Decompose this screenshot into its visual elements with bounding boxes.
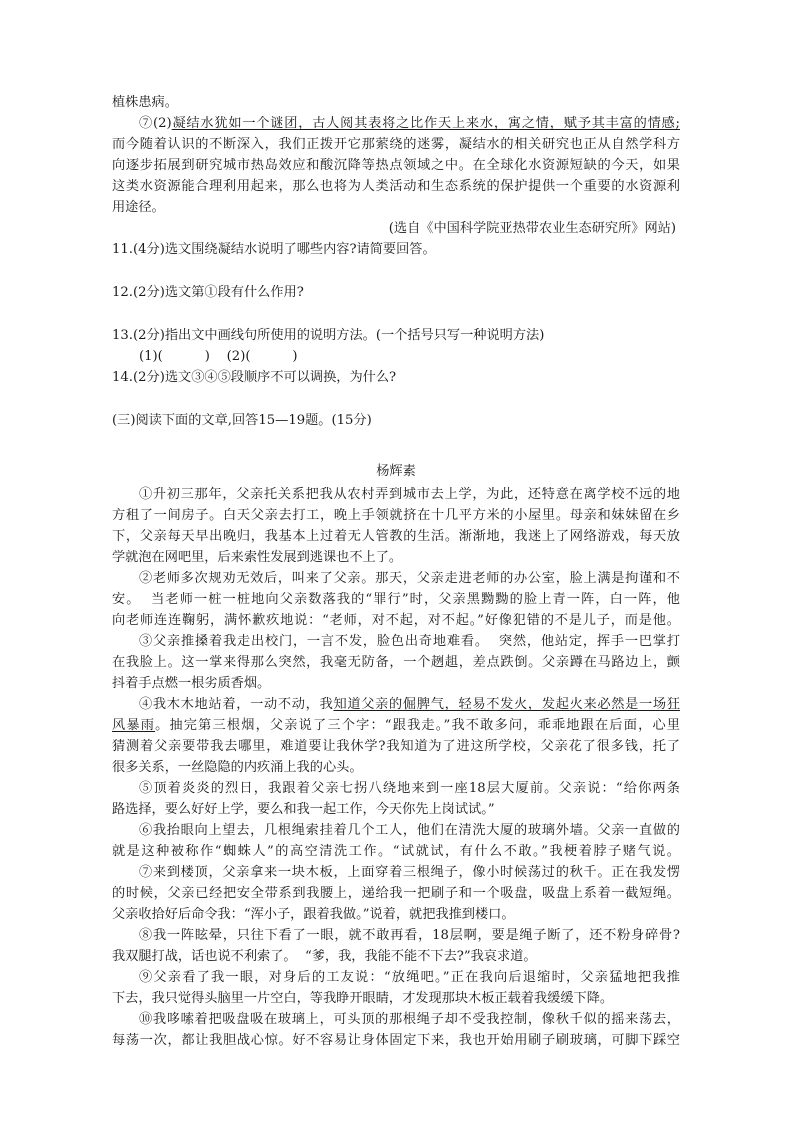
article-line: ⑨父亲看了我一眼，对身后的工友说：“放绳吧。”正在我向后退缩时，父亲猛地把我推 [139,970,680,985]
article-line: ⑦来到楼顶，父亲拿来一块木板，上面穿着三根绳子，像小时候荡过的秋千。正在我发愣 [139,865,680,880]
passage-line: 用途径。 [112,200,165,215]
underlined-sentence: 风暴雨 [112,718,156,733]
question-12: 12.(2分)选文第①段有什么作用? [112,285,304,300]
text-run: ④我木木地站着，一动不动，我 [139,697,334,712]
article-line: ③父亲推搡着我走出校门，一言不发，脸色出奇地难看。 突然，他站定，挥手一巴掌打 [139,634,680,649]
underlined-sentence: 凝结水犹如一个谜团，古人阅其表将之比作天上来水，寓之情，赋予其丰富的情感; [171,116,680,131]
underlined-sentence: 知道父亲的倔脾气，轻易不发火，发起火来必然是一场狂 [333,697,680,712]
article-line: ①升初三那年，父亲托关系把我从农村弄到城市去上学，为此，还特意在离学校不远的地 [139,487,680,502]
article-line: 在我脸上。这一掌来得那么突然，我毫无防备，一个趔趄，差点跌倒。父亲蹲在马路边上，颤 [112,655,680,670]
article-line: ②老师多次规劝无效后，叫来了父亲。那天，父亲走进老师的办公室，脸上满是拘谨和不 [139,571,680,586]
text-run: 。抽完第三根烟，父亲说了三个字：“跟我走。”我不敢多问，乖乖地跟在后面，心里 [155,718,680,733]
article-line: 父亲收拾好后命令我：“浑小子，跟着我做。”说着，就把我推到楼口。 [112,907,515,922]
article-line: 猜测着父亲要带我去哪里，难道要让我休学?我知道为了进这所学校，父亲花了很多钱，托了 [112,739,680,754]
question-14: 14.(2分)选文③④⑤段顺序不可以调换，为什么? [112,370,397,385]
article-line: 路选择，要么好好上学，要么和我一起工作，今天你先上岗试试。” [112,802,495,817]
article-line: 的时候，父亲已经把安全带系到我腰上，递给我一把刷子和一个吸盘，吸盘上系着一截短绳。 [112,886,680,901]
article-line: 安。 当老师一桩一桩地向父亲数落我的“罪行”时，父亲黑黝黝的脸上青一阵，白一阵，他 [112,592,680,607]
document-page [112,92,680,1051]
passage-line [112,113,680,134]
article-line: 很多关系，一丝隐隐的内疚涌上我的心头。 [112,760,363,775]
article-line: 方租了一间房子。白天父亲去打工，晚上手领就挤在十几平方米的小屋里。母亲和妹妹留在乡 [112,508,680,523]
passage-line: 向逐步拓展到研究城市热岛效应和酸沉降等热点领域之中。在全球化水资源短缺的今天，如果 [112,158,680,173]
question-13-blanks: (1)( ) (2)( ) [139,349,298,364]
article-line: ⑧我一阵眩晕，只往下看了一眼，就不敢再看，18层啊，要是绳子断了，还不粉身碎骨? [139,928,680,943]
article-line: ⑤顶着炎炎的烈日，我跟着父亲七拐八绕地来到一座18层大厦前。父亲说：“给你两条 [139,781,680,796]
question-11: 11.(4分)选文围绕凝结水说明了哪些内容?请简要回答。 [112,242,436,257]
article-line: 就是这种被称作“蜘蛛人”的高空清洗工作。“试就试，有什么不敢。”我梗着脖子赌气说。 [112,844,680,859]
article-line: 下，父亲每天早出晚归，我基本上过着无人管教的生活。渐渐地，我迷上了网络游戏，每天放 [112,529,680,544]
article-line: 抖着手点燃一根劣质香烟。 [112,676,271,691]
article-line: 我双腿打战，话也说不利索了。 “爹，我，我能不能不下去?”我哀求道。 [112,949,537,964]
section-heading: (三)阅读下面的文章,回答15—19题。(15分) [112,413,372,428]
article-line: 每荡一次，都让我胆战心惊。好不容易让身体固定下来，我也开始用刷子刷玻璃，可脚下踩空 [112,1033,680,1048]
article-line: ⑥我抬眼向上望去，几根绳索挂着几个工人，他们在清洗大厦的玻璃外墙。父亲一直做的 [139,823,680,838]
article-line: 学就泡在网吧里，后来索性发展到逃课也不上了。 [112,550,403,565]
question-13: 13.(2分)指出文中画线句所使用的说明方法。(一个括号只写一种说明方法) [112,328,545,343]
paragraph-number: ⑦(2) [139,116,172,131]
source-citation: (选自《中国科学院亚热带农业生态研究所》网站) [388,221,676,236]
article-line [112,715,680,736]
article-line: 下去，我只觉得头脑里一片空白，等我睁开眼睛，才发现那块木板正载着我缓缓下降。 [112,991,614,1006]
article-line: 向老师连连鞠躬，满怀歉疚地说：“老师，对不起，对不起。”好像犯错的不是儿子，而是他。 [112,613,680,628]
passage-line: 植株患病。 [112,95,178,110]
article-author: 杨辉素 [376,464,416,479]
article-line: ⑩我哆嗦着把吸盘吸在玻璃上，可头顶的那根绳子却不受我控制，像秋千似的摇来荡去， [139,1012,680,1027]
passage-line: 这类水资源能合理利用起来，那么也将为人类活动和生态系统的保护提供一个重要的水资源利 [112,179,680,194]
article-line [112,694,680,715]
passage-line: 而今随着认识的不断深入，我们正拨开它那萦绕的迷雾，凝结水的相关研究也正从自然学科方 [112,137,680,152]
